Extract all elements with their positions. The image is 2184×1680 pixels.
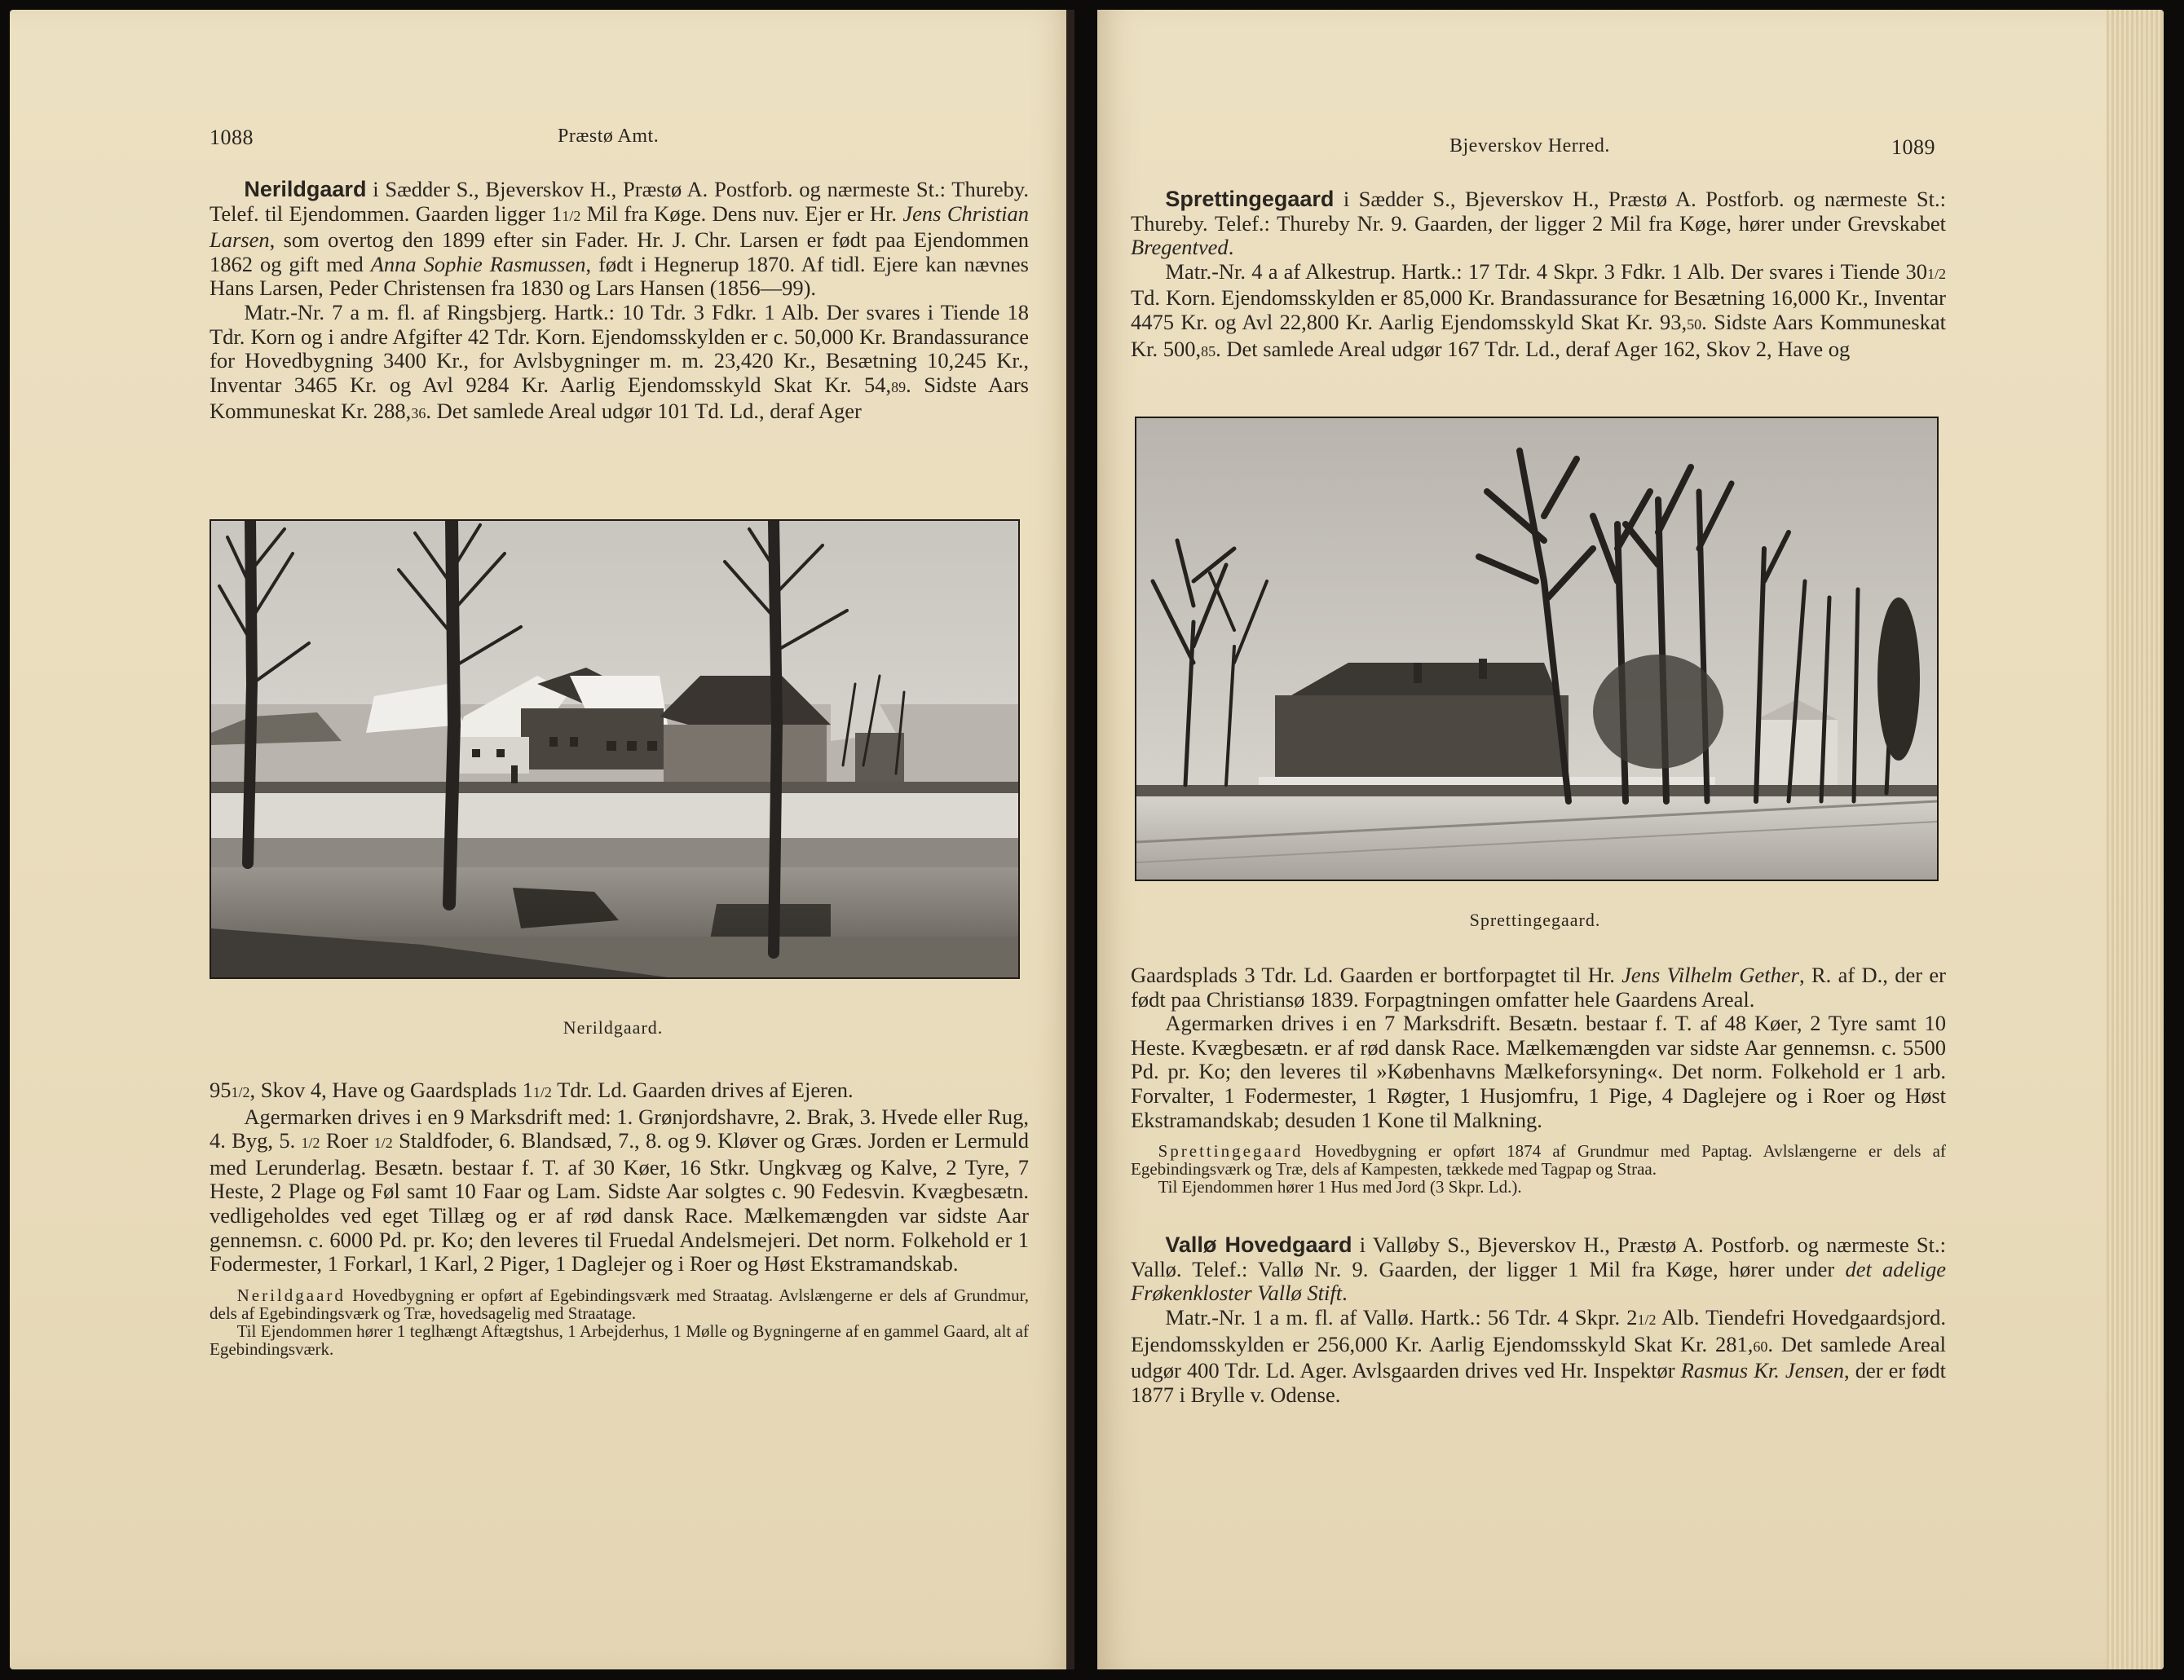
text-run: Agermarken drives i en 7 Marksdrift. Besætn. bestaar f. T. af 48 Køer, 2 Tyre samt 10 Heste. Kvægbesætn. er af rød dansk Race. Mælkemængden var sidste Aar gennemsn. c. 5500 Pd. pr. Ko; den leveres til »Københavns Mælkeforsyning«. Det norm. Folkehold er 1 arb. Forvalter, 1 Fodermester, 1 Røgter, 1 Husjomfru, 1 Pige, 4 Daglejere og i Roer og Høst Ekstramandskab; desuden 1 Kone til Malkning.	[1131, 1011, 1946, 1132]
text-run: i Valløby S., Bjeverskov H., Præstø A. Postforb. og nærmeste St.: Vallø. Telef.: Vallø Nr. 9. Gaarden, der ligger 1 Mil fra Køge, hører under	[1131, 1232, 1946, 1281]
text-run: Til Ejendommen hører 1 teglhængt Aftægtshus, 1 Arbejderhus, 1 Mølle og Bygningerne af en gammel Gaard, alt af Egebindingsværk.	[210, 1321, 1029, 1359]
text-run: Mil fra Køge. Dens nuv. Ejer er Hr.	[580, 201, 903, 226]
text-run: , der er født 1877 i Brylle v. Odense.	[1131, 1358, 1946, 1407]
entry-paragraph	[210, 178, 1029, 301]
text-run: . Det samlede Areal udgør 101 Td. Ld., deraf Ager	[426, 399, 862, 424]
building-note	[1131, 1142, 1946, 1178]
page-number: 1088	[210, 126, 254, 149]
text-run: Sprettingegaard	[1158, 1141, 1304, 1162]
entry-paragraph	[1131, 187, 1946, 260]
left-page	[10, 10, 1074, 1669]
photo-caption: Nerildgaard.	[563, 1017, 664, 1038]
text-run: , født i Hegnerup 1870. Af tidl. Ejere kan nævnes Hans Larsen, Peder Christensen fra 1830 og Lars Hansen (1856—99).	[210, 251, 1029, 301]
text-run: Roer	[320, 1128, 374, 1153]
text-run: i Sædder S., Bjeverskov H., Præstø A. Postforb. og nærmeste St.: Thureby. Telef.: Thureby Nr. 9. Gaarden, der ligger 2 Mil fra Køge, hører under Grevskabet	[1131, 187, 1946, 236]
entry-paragraph	[1131, 963, 1946, 1012]
text-run: 1/2	[1926, 265, 1946, 282]
text-run: .	[1228, 235, 1234, 260]
text-run: Anna Sophie Rasmussen	[370, 251, 586, 276]
entry-paragraph	[1131, 1233, 1946, 1306]
entry-bottom-text	[210, 1078, 1029, 1358]
entry-paragraph	[210, 1078, 1029, 1105]
entry-top-text	[210, 178, 1029, 426]
entry-title: Sprettingegaard	[1165, 187, 1335, 211]
entry-bottom-text	[1131, 963, 1946, 1407]
running-head: Præstø Amt.	[558, 126, 660, 147]
building-note	[210, 1286, 1029, 1322]
text-run: . Det samlede Areal udgør 167 Tdr. Ld., deraf Ager 162, Skov 2, Have og	[1216, 336, 1851, 361]
text-run: 1/2	[1637, 1311, 1657, 1328]
text-run: , R. af D., der er født paa Christiansø 1839. Forpagtningen omfatter hele Gaardens Areal.	[1131, 963, 1946, 1012]
text-run: Jens Christian Larsen	[210, 201, 1029, 253]
page-number: 1089	[1891, 135, 1935, 159]
text-run: Tdr. Ld. Gaarden drives af Ejeren.	[551, 1078, 854, 1102]
text-run: det adelige Frøkenkloster Vallø Stift	[1131, 1256, 1946, 1306]
text-run: i Sædder S., Bjeverskov H., Præstø A. Postforb. og nærmeste St.: Thureby. Telef. til Ejendommen. Gaarden ligger 1	[210, 177, 1029, 226]
entry-paragraph	[210, 301, 1029, 426]
property-note	[210, 1322, 1029, 1358]
text-run: Hovedbygning er opført af Egebindingsværk med Straatag. Avlslængerne er dels af Grundmur, dels af Egebindingsværk og Træ, hovedsagelig med Straatage.	[210, 1285, 1029, 1323]
entry-title: Vallø Hovedgaard	[1165, 1232, 1352, 1258]
running-head: Bjeverskov Herred.	[1449, 135, 1610, 157]
text-run: 1/2	[562, 207, 581, 224]
text-run: 1/2	[231, 1084, 250, 1100]
text-run: 95	[210, 1078, 232, 1102]
right-page	[1097, 10, 2164, 1669]
text-run: 1/2	[532, 1084, 552, 1100]
text-run: Matr.-Nr. 1 a m. fl. af Vallø. Hartk.: 56 Tdr. 4 Skpr. 2	[1165, 1304, 1638, 1329]
text-run: , Skov 4, Have og Gaardsplads 1	[249, 1078, 533, 1102]
text-run: Gaardsplads 3 Tdr. Ld. Gaarden er bortforpagtet til Hr.	[1131, 963, 1622, 987]
text-run: Bregentved	[1131, 235, 1229, 260]
entry-title: Nerildgaard	[244, 177, 367, 201]
entry-paragraph	[1131, 1306, 1946, 1407]
text-run: Nerildgaard	[236, 1285, 346, 1305]
farm-photo	[1135, 417, 1939, 881]
entry-paragraph	[210, 1105, 1029, 1277]
text-run: Matr.-Nr. 4 a af Alkestrup. Hartk.: 17 Tdr. 4 Skpr. 3 Fdkr. 1 Alb. Der svares i Tiende 30	[1165, 258, 1927, 284]
text-run: Td. Korn. Ejendomsskylden er 85,000 Kr. Brandassurance for Besætning 16,000 Kr., Inventar 4475 Kr. og Avl 22,800 Kr. Aarlig Ejendomsskyld Skat Kr. 93,	[1131, 285, 1946, 334]
text-run: . Det samlede Areal udgør 400 Tdr. Ld. Ager. Avlsgaarden drives ved Hr. Inspektør	[1131, 1331, 1946, 1383]
text-run: Jens Vilhelm Gether	[1621, 963, 1799, 987]
text-run: Hovedbygning er opført 1874 af Grundmur med Paptag. Avlslængerne er dels af Egebindingsværk og Træ, dels af Kampesten, tækkede med Tagpap og Straa.	[1131, 1141, 1946, 1180]
property-note	[1131, 1178, 1946, 1196]
text-run: .	[1342, 1281, 1348, 1306]
text-run: 1/2	[373, 1135, 393, 1152]
text-run: 1/2	[301, 1135, 320, 1152]
text-run: 36	[411, 405, 426, 422]
text-run: Til Ejendommen hører 1 Hus med Jord (3 Skpr. Ld.).	[1158, 1177, 1522, 1197]
photo-caption: Sprettingegaard.	[1469, 910, 1601, 930]
text-run: Agermarken drives i en 9 Marksdrift med: 1. Grønjordshavre, 2. Brak, 3. Hvede eller Rug, 4. Byg, 5.	[210, 1104, 1029, 1153]
text-run: Staldfoder, 6. Blandsæd, 7., 8. og 9. Kløver og Græs. Jorden er Lermuld med Lerunderlag. Besætn. bestaar f. T. af 30 Køer, 16 Stkr. Ungkvæg og Kalve, 2 Tyre, 7 Heste, 2 Plage og Føl samt 10 Faar og Lam. Sidste Aar solgtes c. 90 Fedesvin. Kvægbesætn. vedligeholdes ved eget Tillæg og er af rød dansk Race. Mælkemængden var sidste Aar gennemsn. c. 6000 Pd. pr. Ko; den leveres til Fruedal Andelsmejeri. Det norm. Folkehold er 1 Fodermester, 1 Forkarl, 1 Karl, 2 Piger, 1 Daglejer og i Roer og Høst Ekstramandskab.	[210, 1128, 1029, 1277]
text-run: . Sidste Aars Kommuneskat Kr. 288,	[210, 372, 1029, 424]
text-run: Rasmus Kr. Jensen	[1680, 1358, 1845, 1383]
entry-paragraph	[1131, 1012, 1946, 1132]
text-run: 85	[1201, 342, 1216, 359]
text-run: Alb. Tiendefri Hovedgaardsjord. Ejendomsskylden er 256,000 Kr. Aarlig Ejendomsskyld Skat Kr. 281,	[1131, 1304, 1946, 1356]
text-run: 50	[1687, 315, 1702, 333]
text-run: 60	[1753, 1338, 1768, 1355]
entry-paragraph	[1131, 260, 1946, 364]
entry-top-text	[1131, 187, 1946, 364]
text-run: , som overtog den 1899 efter sin Fader. Hr. J. Chr. Larsen er født paa Ejendommen 1862 og gift med	[210, 227, 1029, 276]
farm-photo	[210, 519, 1020, 979]
text-run: 89	[891, 378, 907, 395]
text-run: Matr.-Nr. 7 a m. fl. af Ringsbjerg. Hartk.: 10 Tdr. 3 Fdkr. 1 Alb. Der svares i Tiende 18 Tdr. Korn og i andre Afgifter 42 Tdr. Korn. Ejendomsskylden er c. 50,000 Kr. Brandassurance for Hovedbygning 3400 Kr., for Avlsbygninger m. m. 23,420 Kr., Besætning 10,245 Kr., Inventar 3465 Kr. og Avl 9284 Kr. Aarlig Ejendomsskyld Skat Kr. 54,	[210, 299, 1029, 397]
text-run: . Sidste Aars Kommuneskat Kr. 500,	[1131, 309, 1946, 361]
